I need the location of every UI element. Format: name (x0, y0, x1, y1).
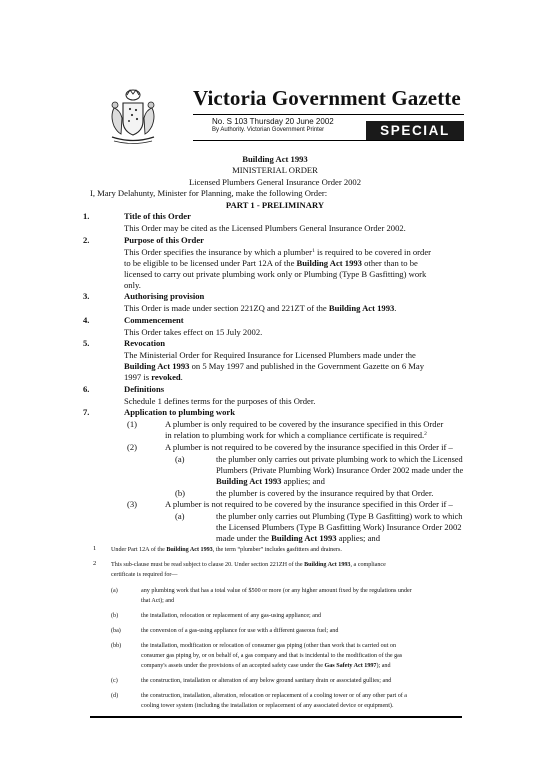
subclause-2-a-line-2: Plumbers (Private Plumbing Work) Insurance Order 2002 made under the (216, 465, 464, 475)
footnote-2-line-1: This sub-clause must be read subject to clause 20. Under section 221ZH of the Building Act 1993, a compliance (111, 562, 386, 568)
clause-5-line-3: 1997 is revoked. (124, 372, 183, 382)
order-name: Licensed Plumbers General Insurance Order 2002 (188, 177, 362, 187)
subclause-2-b-line-1: the plumber is covered by the insurance required by that Order. (216, 488, 434, 498)
order-type: MINISTERIAL ORDER (232, 165, 318, 175)
subclause-3-a-line-3: made under the Building Act 1993 applies; and (216, 533, 380, 543)
clause-2-number: 2. (83, 235, 90, 245)
footnote-item-line: the construction, installation, alteration, relocation or replacement of a cooling tower or of any other part of a (141, 693, 407, 699)
footnote-item-label: (a) (111, 588, 118, 594)
subclause-1-line-2: in relation to plumbing work for which a compliance certificate is required.$^2$ (165, 430, 427, 440)
clause-5-number: 5. (83, 338, 90, 348)
clause-2-line-4: only. (124, 280, 141, 290)
clause-6-number: 6. (83, 384, 90, 394)
subclause-2-a-line-3: Building Act 1993 applies; and (216, 476, 325, 486)
act-heading: Building Act 1993 (242, 154, 308, 164)
special-badge: SPECIAL (366, 121, 464, 140)
clause-3-number: 3. (83, 291, 90, 301)
clause-1-title: Title of this Order (124, 211, 191, 221)
gazette-title: Victoria Government Gazette (193, 86, 461, 110)
clause-6-title: Definitions (124, 384, 165, 394)
clause-5-line-2: Building Act 1993 on 5 May 1997 and published in the Government Gazette on 6 May (124, 361, 425, 371)
clause-2-line-3: licensed to carry out private plumbing work only or Plumbing (Type B Gasfitting) work (124, 269, 427, 279)
authority-line: By Authority. Victorian Government Printer (212, 127, 325, 133)
footnote-2-number: 2 (93, 560, 97, 567)
subclause-2-line-1: A plumber is not required to be covered by the insurance specified in this Order if – (165, 442, 453, 452)
footnote-item-line: the installation, relocation or replacement of any gas-using appliance; and (141, 613, 322, 619)
clause-1-number: 1. (83, 211, 90, 221)
subclause-1-number: (1) (127, 419, 138, 429)
subclause-3-a-line-2: the Licensed Plumbers (Type B Gasfitting Work) Insurance Order 2002 (216, 522, 462, 532)
footnote-item-line: the installation, modification or relocation of consumer gas piping (other than work that is carried out on (141, 643, 397, 649)
footnote-item-line: cooling tower system (including the installation or replacement of any associated device or equipment). (141, 703, 394, 709)
subclause-2-a-label: (a) (175, 454, 185, 464)
subclause-3-number: (3) (127, 499, 138, 509)
clause-7-number: 7. (83, 407, 90, 417)
part-heading: PART 1 - PRELIMINARY (225, 200, 325, 210)
footnote-item-line: the conversion of a gas-using appliance for use with a different gaseous fuel; and (141, 628, 339, 634)
preamble: I, Mary Delahunty, Minister for Planning, make the following Order: (90, 188, 328, 198)
subclause-2-number: (2) (127, 442, 138, 452)
clause-4-text: This Order takes effect on 15 July 2002. (124, 327, 263, 337)
issue-line: No. S 103 Thursday 20 June 2002 (212, 117, 334, 126)
subclause-3-a-label: (a) (175, 511, 185, 521)
footnote-1-text: Under Part 12A of the Building Act 1993, the term “plumber” includes gasfitters and drainers. (111, 547, 342, 553)
subclause-3-a-line-1: the plumber only carries out Plumbing (Type B Gasfitting) work to which (216, 511, 463, 521)
clause-5-title: Revocation (124, 338, 166, 348)
page-bottom-rule (90, 716, 462, 718)
footnote-2-line-2: certificate is required for— (111, 572, 178, 578)
footnote-item-label: (ba) (111, 628, 121, 634)
footnote-item-line: company's assets under the provisions of an accepted safety case under the Gas Safety Act 1997); and (141, 663, 391, 669)
clause-3-title: Authorising provision (124, 291, 205, 301)
clause-4-title: Commencement (124, 315, 184, 325)
footnote-item-line: consumer gas piping by, or on behalf of, a gas company and that is incidental to the modification of the gas (141, 653, 403, 659)
footnote-item-label: (b) (111, 613, 119, 619)
footnote-1-number: 1 (93, 545, 97, 552)
clause-2-line-1: This Order specifies the insurance by which a plumber$^1$ is required to be covered in order (124, 247, 432, 257)
clause-2-line-2: to be eligible to be licensed under Part 12A of the Building Act 1993 other than to be (124, 258, 418, 268)
footnote-item-line: that Act); and (141, 598, 175, 604)
clause-7-title: Application to plumbing work (124, 407, 236, 417)
masthead-divider (193, 114, 464, 115)
footnote-item-label: (d) (111, 693, 119, 699)
footnote-item-line: any plumbing work that has a total value of $500 or more (or any higher amount fixed by the regulations under (141, 588, 412, 594)
clause-3-text: This Order is made under section 221ZQ and 221ZT of the Building Act 1993. (124, 303, 397, 313)
subclause-1-line-1: A plumber is only required to be covered by the insurance specified in this Order (165, 419, 444, 429)
coat-of-arms-icon (106, 88, 160, 146)
subclause-3-line-1: A plumber is not required to be covered by the insurance specified in this Order if – (165, 499, 453, 509)
clause-4-number: 4. (83, 315, 90, 325)
footnote-item-label: (c) (111, 678, 118, 684)
clause-5-line-1: The Ministerial Order for Required Insurance for Licensed Plumbers made under the (124, 350, 416, 360)
clause-6-text: Schedule 1 defines terms for the purposes of this Order. (124, 396, 316, 406)
footnote-item-label: (bb) (111, 643, 122, 649)
footnote-item-line: the construction, installation or alteration of any below ground sanitary drain or associated gullies; and (141, 678, 392, 684)
subclause-2-b-label: (b) (175, 488, 186, 498)
clause-2-title: Purpose of this Order (124, 235, 204, 245)
clause-1-text: This Order may be cited as the Licensed Plumbers General Insurance Order 2002. (124, 223, 406, 233)
subclause-2-a-line-1: the plumber only carries out private plumbing work to which the Licensed (216, 454, 463, 464)
masthead-bottom-divider (193, 140, 464, 141)
